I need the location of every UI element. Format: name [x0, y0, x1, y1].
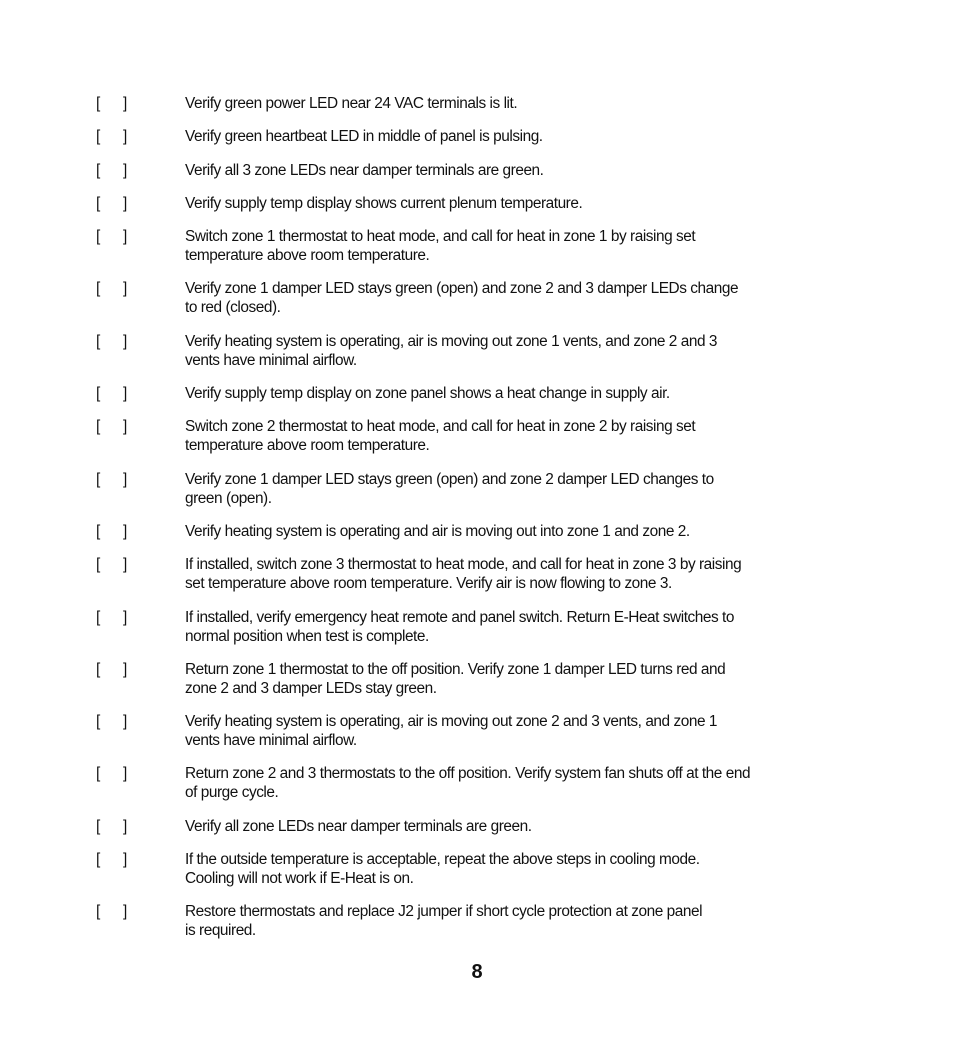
checkbox[interactable] [95, 94, 185, 113]
checklist-item-text: Verify supply temp display on zone panel shows a heat change in supply air. [185, 385, 670, 403]
checklist-item [95, 384, 835, 403]
checkbox[interactable] [95, 555, 185, 574]
checkbox[interactable] [95, 279, 185, 298]
checkbox-close-bracket: ] [123, 332, 127, 350]
checklist-item-text: Verify green heartbeat LED in middle of panel is pulsing. [185, 128, 543, 146]
checklist-item-text: Verify heating system is operating, air is moving out zone 1 vents, and zone 2 and 3 vents have minimal airflow. [185, 332, 717, 369]
checkbox-open-bracket: [ [96, 660, 100, 678]
checkbox-open-bracket: [ [96, 608, 100, 626]
checklist-item-text: If installed, verify emergency heat remote and panel switch. Return E-Heat switches to normal position when test is complete. [185, 608, 734, 645]
checklist [95, 94, 835, 955]
checkbox-close-bracket: ] [123, 556, 127, 574]
checklist-item [95, 817, 835, 836]
checkbox[interactable] [95, 902, 185, 921]
checklist-item-text: Verify supply temp display shows current plenum temperature. [185, 194, 583, 212]
checklist-item [95, 227, 835, 265]
checkbox-open-bracket: [ [96, 470, 100, 488]
checkbox-open-bracket: [ [96, 713, 100, 731]
checkbox-close-bracket: ] [123, 713, 127, 731]
checkbox[interactable] [95, 227, 185, 246]
checklist-item-text: Verify zone 1 damper LED stays green (open) and zone 2 and 3 damper LEDs change to red (closed). [185, 280, 739, 317]
checklist-item [95, 764, 835, 802]
checkbox-close-bracket: ] [123, 903, 127, 921]
checkbox-close-bracket: ] [123, 817, 127, 835]
checkbox-open-bracket: [ [96, 161, 100, 179]
checkbox-close-bracket: ] [123, 522, 127, 540]
checklist-item-text: Verify heating system is operating and air is moving out into zone 1 and zone 2. [185, 522, 690, 540]
checklist-item-text: Return zone 2 and 3 thermostats to the off position. Verify system fan shuts off at the end of purge cycle. [185, 765, 751, 802]
checkbox[interactable] [95, 127, 185, 146]
checkbox-open-bracket: [ [96, 851, 100, 869]
checklist-item [95, 522, 835, 541]
checkbox[interactable] [95, 161, 185, 180]
checklist-item [95, 555, 835, 593]
checkbox-close-bracket: ] [123, 95, 127, 112]
checkbox-close-bracket: ] [123, 851, 127, 869]
checkbox-close-bracket: ] [123, 194, 127, 212]
checkbox-open-bracket: [ [96, 903, 100, 921]
checkbox-open-bracket: [ [96, 228, 100, 246]
checkbox[interactable] [95, 850, 185, 869]
checkbox-close-bracket: ] [123, 228, 127, 246]
checkbox[interactable] [95, 608, 185, 627]
checklist-item-text: Verify zone 1 damper LED stays green (open) and zone 2 damper LED changes to green (open). [185, 470, 714, 507]
checkbox-open-bracket: [ [96, 765, 100, 783]
checklist-item [95, 127, 835, 146]
checkbox-close-bracket: ] [123, 128, 127, 146]
checklist-item [95, 850, 835, 888]
checkbox[interactable] [95, 417, 185, 436]
page-number: 8 [471, 961, 483, 983]
checklist-item-text: If installed, switch zone 3 thermostat to heat mode, and call for heat in zone 3 by raising set temperature above room temperature. Verify air is now flowing to zone 3. [185, 556, 742, 593]
checkbox[interactable] [95, 817, 185, 836]
checklist-item-text: Verify green power LED near 24 VAC terminals is lit. [185, 95, 518, 112]
checkbox-close-bracket: ] [123, 385, 127, 403]
checkbox-open-bracket: [ [96, 522, 100, 540]
checkbox-close-bracket: ] [123, 608, 127, 626]
checkbox-open-bracket: [ [96, 332, 100, 350]
checklist-item [95, 712, 835, 750]
checkbox[interactable] [95, 764, 185, 783]
checklist-item-text: Return zone 1 thermostat to the off position. Verify zone 1 damper LED turns red and zone 2 and 3 damper LEDs stay green. [185, 660, 726, 697]
checkbox-open-bracket: [ [96, 556, 100, 574]
checkbox[interactable] [95, 522, 185, 541]
checklist-item-text: Switch zone 2 thermostat to heat mode, and call for heat in zone 2 by raising set temperature above room temperature. [185, 418, 696, 455]
checklist-item-text: Restore thermostats and replace J2 jumper if short cycle protection at zone panel is required. [185, 903, 703, 940]
checklist-item-text: Verify all 3 zone LEDs near damper terminals are green. [185, 161, 544, 179]
checklist-item [95, 470, 835, 508]
checklist-item [95, 902, 835, 940]
checklist-item-text: Verify all zone LEDs near damper terminals are green. [185, 817, 532, 835]
checkbox-close-bracket: ] [123, 418, 127, 436]
checkbox[interactable] [95, 712, 185, 731]
checklist-item-text: Switch zone 1 thermostat to heat mode, and call for heat in zone 1 by raising set temperature above room temperature. [185, 228, 696, 265]
checkbox-close-bracket: ] [123, 470, 127, 488]
checkbox-close-bracket: ] [123, 765, 127, 783]
checkbox[interactable] [95, 470, 185, 489]
checklist-item [95, 417, 835, 455]
checklist-item [95, 660, 835, 698]
checkbox-open-bracket: [ [96, 817, 100, 835]
checklist-item [95, 94, 835, 113]
checkbox-open-bracket: [ [96, 128, 100, 146]
checkbox-open-bracket: [ [96, 194, 100, 212]
checkbox[interactable] [95, 194, 185, 213]
checkbox-open-bracket: [ [96, 280, 100, 298]
checkbox-close-bracket: ] [123, 161, 127, 179]
checklist-item [95, 194, 835, 213]
checkbox-close-bracket: ] [123, 660, 127, 678]
checkbox-open-bracket: [ [96, 95, 100, 112]
checkbox-open-bracket: [ [96, 385, 100, 403]
checklist-item [95, 332, 835, 370]
checklist-item-text: Verify heating system is operating, air is moving out zone 2 and 3 vents, and zone 1 vents have minimal airflow. [185, 713, 717, 750]
checkbox[interactable] [95, 384, 185, 403]
checklist-item [95, 161, 835, 180]
checkbox[interactable] [95, 332, 185, 351]
checklist-item [95, 608, 835, 646]
checklist-item-text: If the outside temperature is acceptable, repeat the above steps in cooling mode. Cooling will not work if E-Heat is on. [185, 851, 700, 888]
checkbox-close-bracket: ] [123, 280, 127, 298]
checklist-item [95, 279, 835, 317]
checkbox-open-bracket: [ [96, 418, 100, 436]
checkbox[interactable] [95, 660, 185, 679]
